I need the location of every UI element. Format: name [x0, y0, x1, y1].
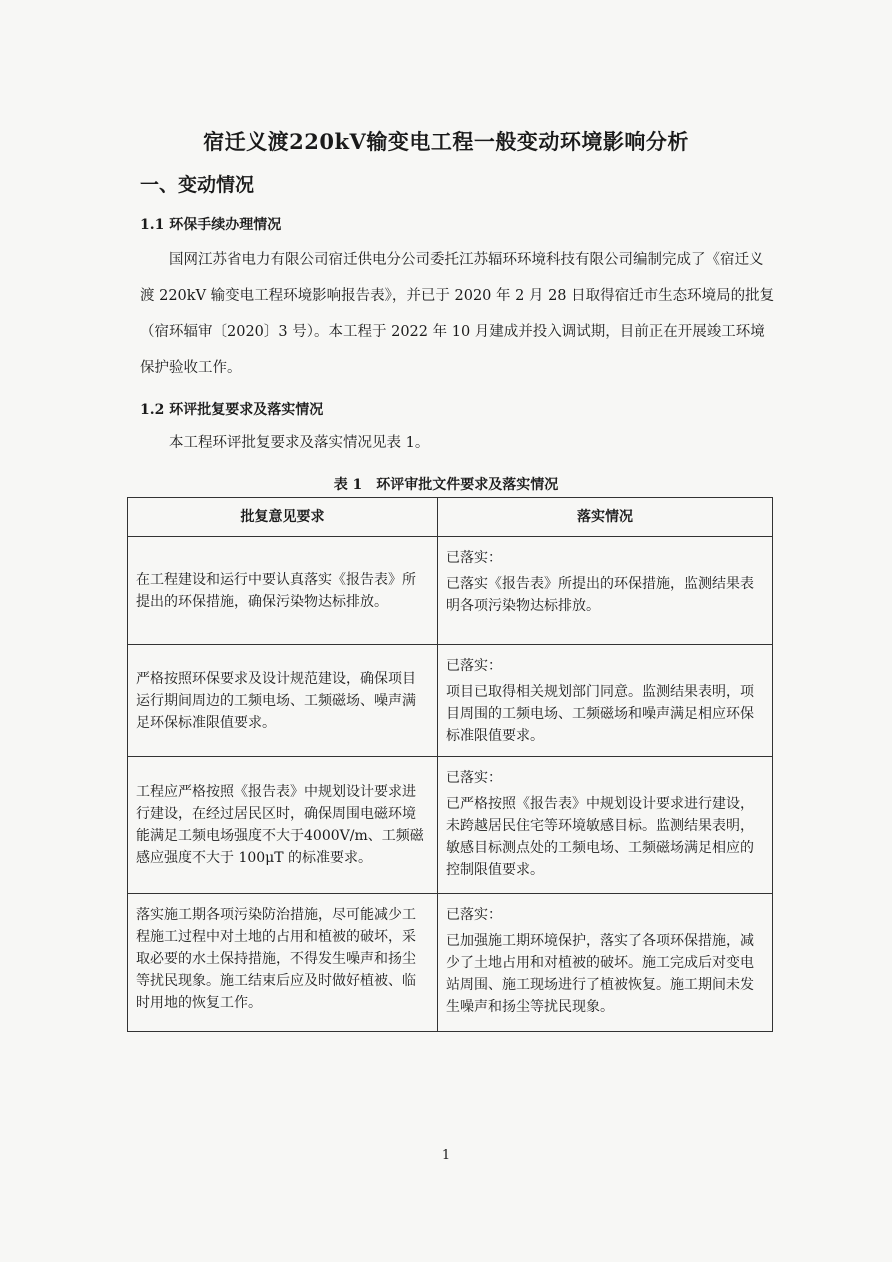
status-detail: 已严格按照《报告表》中规划设计要求进行建设，未跨越居民住宅等环境敏感目标。监测结果表明，敏感目标测点处的工频电场、工频磁场满足相应的控制限值要求。 — [446, 796, 754, 878]
paragraph-2: 本工程环评批复要求及落实情况见表 1。 — [169, 435, 430, 451]
page-title: 宿迁义渡220kV输变电工程一般变动环境影响分析 — [203, 129, 689, 154]
table-row — [128, 757, 773, 894]
status-label: 已落实： — [446, 770, 502, 786]
status-cell — [438, 894, 773, 1032]
status-cell — [438, 645, 773, 757]
paragraph-1: 国网江苏省电力有限公司宿迁供电分公司委托江苏辐环环境科技有限公司编制完成了《宿迁义渡 220kV 输变电工程环境影响报告表》，并已于 2020 年 2 月 28 日取得宿迁市生态环境局的批复（宿环辐审〔2020〕3 号）。本工程于 2022 年 10 月建成并投入调试期，目前正在开展竣工环境保护验收工作。 — [140, 252, 775, 376]
table-header-row — [128, 498, 773, 537]
section-heading: 一、变动情况 — [140, 174, 255, 196]
requirement-cell: 严格按照环保要求及设计规范建设，确保项目运行期间周边的工频电场、工频磁场、噪声满足环保标准限值要求。 — [128, 645, 438, 757]
column-header-requirement: 批复意见要求 — [128, 498, 438, 537]
table-caption: 表 1 环评审批文件要求及落实情况 — [333, 477, 559, 493]
subsection-heading-1: 1.1 环保手续办理情况 — [140, 217, 282, 233]
status-detail: 已落实《报告表》所提出的环保措施，监测结果表明各项污染物达标排放。 — [446, 576, 754, 614]
status-cell — [438, 537, 773, 645]
subsection-heading-2: 1.2 环评批复要求及落实情况 — [140, 402, 324, 418]
status-detail: 项目已取得相关规划部门同意。监测结果表明，项目周围的工频电场、工频磁场和噪声满足相应环保标准限值要求。 — [446, 684, 754, 744]
table-row — [128, 894, 773, 1032]
status-label: 已落实： — [446, 550, 502, 566]
status-label: 已落实： — [446, 658, 502, 674]
page-number: 1 — [441, 1148, 451, 1163]
table-row — [128, 537, 773, 645]
status-cell — [438, 757, 773, 894]
requirement-cell: 在工程建设和运行中要认真落实《报告表》所提出的环保措施，确保污染物达标排放。 — [128, 537, 438, 645]
requirement-cell: 工程应严格按照《报告表》中规划设计要求进行建设，在经过居民区时，确保周围电磁环境能满足工频电场强度不大于4000V/m、工频磁感应强度不大于 100μT 的标准要求。 — [128, 757, 438, 894]
requirements-table — [127, 497, 773, 1032]
status-label: 已落实： — [446, 907, 502, 923]
status-detail: 已加强施工期环境保护，落实了各项环保措施，减少了土地占用和对植被的破坏。施工完成后对变电站周围、施工现场进行了植被恢复。施工期间未发生噪声和扬尘等扰民现象。 — [446, 933, 754, 1015]
requirement-cell: 落实施工期各项污染防治措施，尽可能减少工程施工过程中对土地的占用和植被的破坏，采取必要的水土保持措施，不得发生噪声和扬尘等扰民现象。施工结束后应及时做好植被、临时用地的恢复工作。 — [128, 894, 438, 1032]
column-header-status: 落实情况 — [438, 498, 773, 537]
table-row — [128, 645, 773, 757]
